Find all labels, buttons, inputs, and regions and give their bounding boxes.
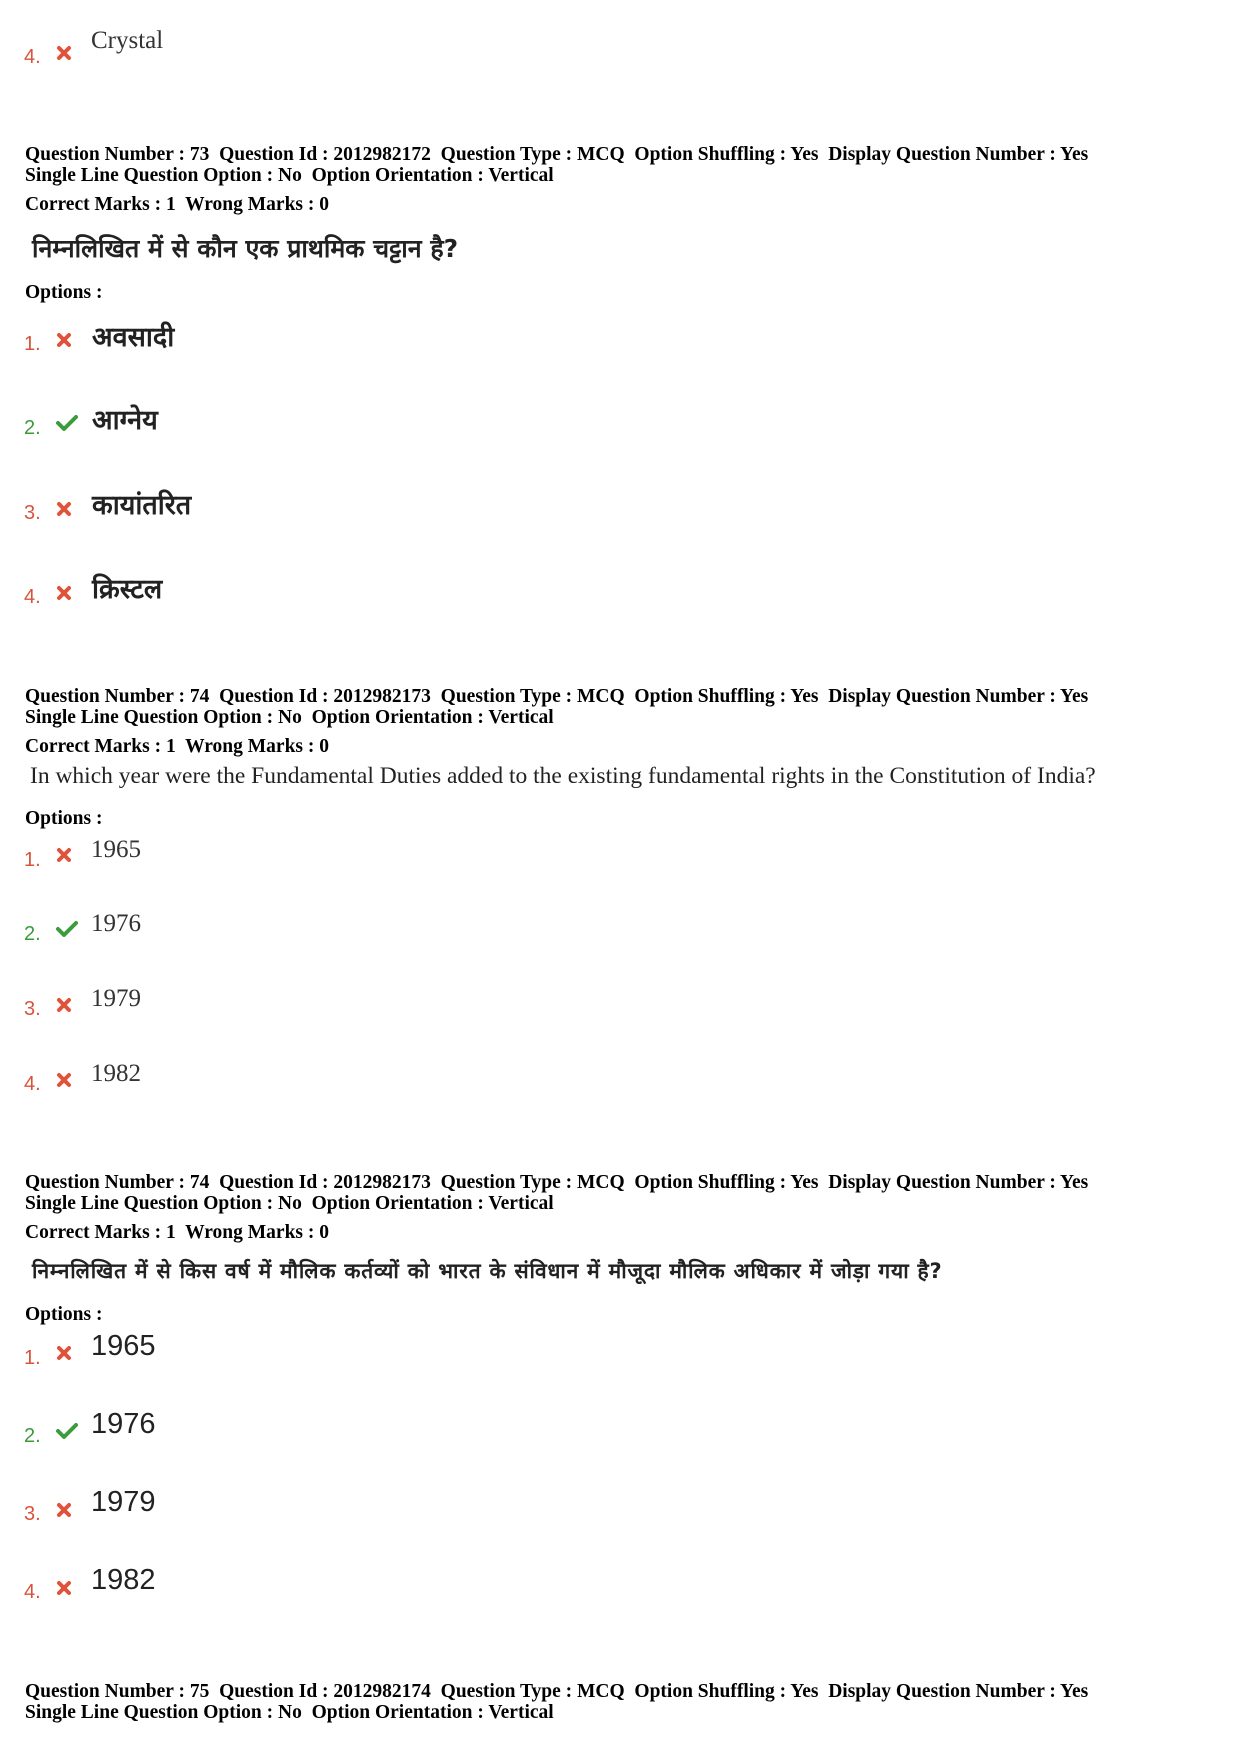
check-icon <box>55 920 79 938</box>
option-text: कायांतरित <box>92 490 192 521</box>
option-text: 1965 <box>91 836 141 863</box>
option-text: 1976 <box>91 910 141 937</box>
marks-line: Correct Marks : 1 Wrong Marks : 0 <box>25 736 330 757</box>
question-meta-line1: Question Number : 73 Question Id : 2012982172 Question Type : MCQ Option Shuffling : Yes Display Question Number : Yes <box>25 144 1089 165</box>
marks-line: Correct Marks : 1 Wrong Marks : 0 <box>25 194 330 215</box>
options-label: Options : <box>25 1304 103 1325</box>
question-meta-line2: Single Line Question Option : No Option Orientation : Vertical <box>25 165 554 186</box>
check-icon <box>55 1422 79 1440</box>
option-text: 1965 <box>91 1330 156 1362</box>
option-text: 1979 <box>91 985 141 1012</box>
cross-icon <box>55 1579 73 1597</box>
marks-line: Correct Marks : 1 Wrong Marks : 0 <box>25 1222 330 1243</box>
cross-icon <box>55 331 73 349</box>
option-number: 4. <box>24 1581 41 1603</box>
option-number: 1. <box>24 333 41 355</box>
option-number: 1. <box>24 849 41 871</box>
cross-icon <box>55 1071 73 1089</box>
option-text: क्रिस्टल <box>92 574 163 605</box>
option-text: 1982 <box>91 1060 141 1087</box>
question-meta-line2: Single Line Question Option : No Option Orientation : Vertical <box>25 1193 554 1214</box>
cross-icon <box>55 1344 73 1362</box>
options-label: Options : <box>25 808 103 829</box>
check-icon <box>55 414 79 432</box>
question-meta-line1: Question Number : 74 Question Id : 2012982173 Question Type : MCQ Option Shuffling : Yes Display Question Number : Yes <box>25 1172 1089 1193</box>
option-text: आग्नेय <box>92 405 158 436</box>
option-text: 1979 <box>91 1486 156 1518</box>
option-number: 3. <box>24 998 41 1020</box>
cross-icon <box>55 500 73 518</box>
question-meta-line1: Question Number : 75 Question Id : 2012982174 Question Type : MCQ Option Shuffling : Yes Display Question Number : Yes <box>25 1681 1089 1702</box>
cross-icon <box>55 846 73 864</box>
option-text: Crystal <box>91 27 164 54</box>
question-meta-line2: Single Line Question Option : No Option Orientation : Vertical <box>25 1702 554 1723</box>
option-number: 1. <box>24 1347 41 1369</box>
option-number: 4. <box>24 1073 41 1095</box>
option-number: 4. <box>24 586 41 608</box>
option-number: 2. <box>24 923 41 945</box>
cross-icon <box>55 1501 73 1519</box>
question-text: निम्नलिखित में से किस वर्ष में मौलिक कर्तव्यों को भारत के संविधान में मौजूदा मौलिक अधिकार में जोड़ा गया है? <box>32 1259 943 1283</box>
option-number: 3. <box>24 1503 41 1525</box>
option-number: 3. <box>24 502 41 524</box>
question-text: In which year were the Fundamental Duties added to the existing fundamental rights in the Constitution of India? <box>30 763 1096 789</box>
option-text: अवसादी <box>92 322 175 353</box>
option-text: 1982 <box>91 1564 156 1596</box>
question-meta-line1: Question Number : 74 Question Id : 2012982173 Question Type : MCQ Option Shuffling : Yes Display Question Number : Yes <box>25 686 1089 707</box>
option-number: 2. <box>24 1425 41 1447</box>
question-text: निम्नलिखित में से कौन एक प्राथमिक चट्टान है? <box>32 234 459 263</box>
option-number: 2. <box>24 417 41 439</box>
option-number: 4. <box>24 46 41 68</box>
cross-icon <box>55 44 73 62</box>
option-text: 1976 <box>91 1408 156 1440</box>
options-label: Options : <box>25 282 103 303</box>
cross-icon <box>55 996 73 1014</box>
cross-icon <box>55 584 73 602</box>
question-meta-line2: Single Line Question Option : No Option Orientation : Vertical <box>25 707 554 728</box>
